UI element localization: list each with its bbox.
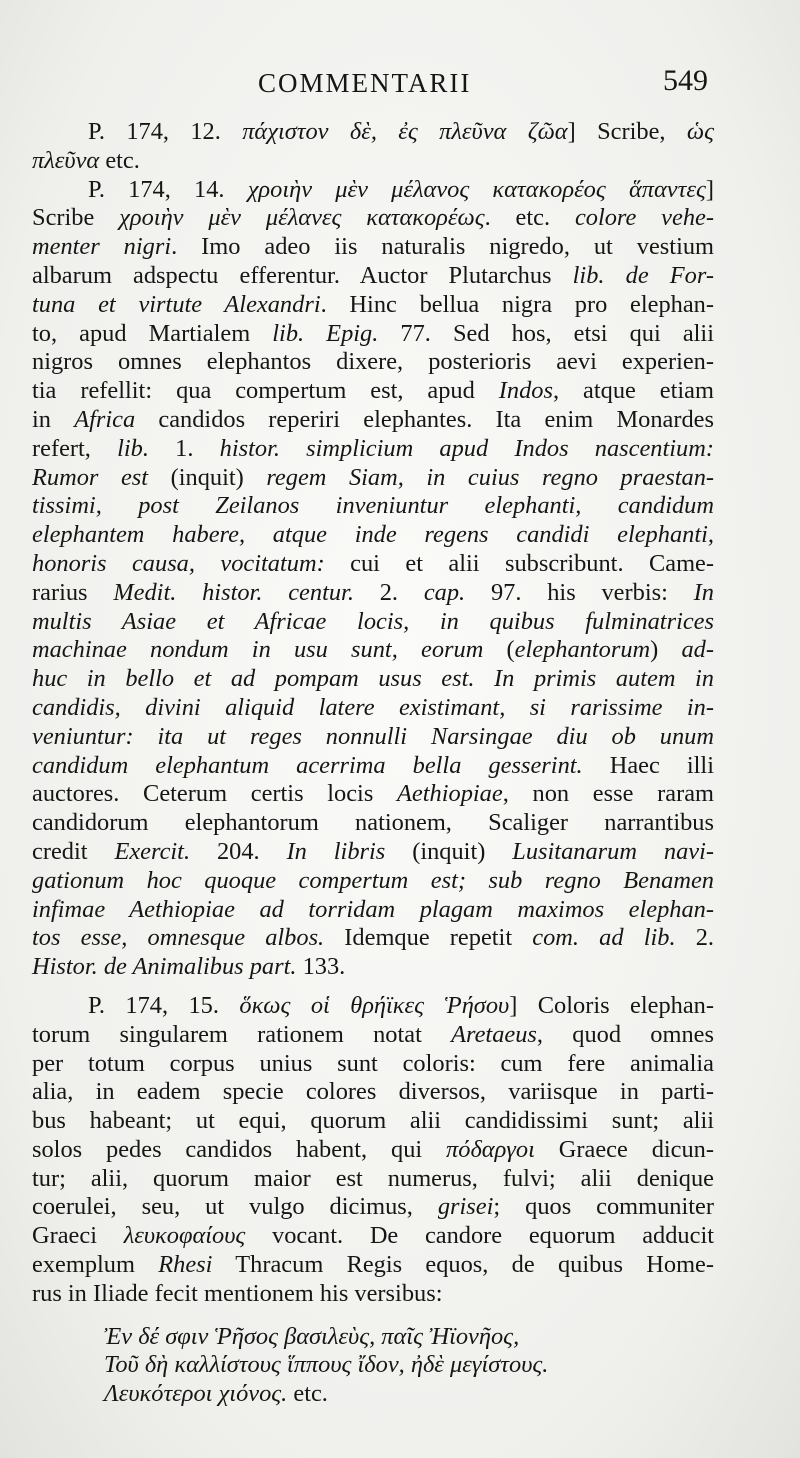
roman-text: cui et alii subscribunt. Came- [324, 549, 714, 577]
italic-text: histor. simplicium apud Indos nascentium: [219, 434, 714, 462]
italic-text: λευκοφαίους [123, 1222, 246, 1250]
italic-text: candidis, divini aliquid latere existimant, si rarissime in- [32, 693, 714, 721]
text-line [32, 809, 714, 838]
roman-text: in [32, 405, 75, 433]
text-line [32, 752, 714, 781]
text-line [32, 1078, 714, 1107]
italic-text: Histor. de Animalibus part. [32, 953, 297, 981]
roman-text: to, apud Martialem [32, 319, 273, 347]
roman-text: etc. [99, 146, 140, 174]
italic-text: Aethiopiae [397, 780, 503, 808]
roman-text: 97. his verbis: [465, 578, 694, 606]
italic-text: Rhesi [158, 1251, 213, 1279]
italic-text: Aretaeus [451, 1020, 537, 1048]
roman-text: ] [705, 175, 714, 203]
italic-text: In libris [286, 837, 386, 865]
italic-text: Lusitanarum navi- [512, 837, 714, 865]
roman-text: rarius [32, 578, 114, 606]
text-line [32, 406, 714, 435]
italic-text: tissimi, post Zeilanos inveniuntur elephanti, candidum [32, 492, 714, 520]
text-line [32, 953, 714, 982]
text-line [32, 377, 714, 406]
italic-text: colore vehe- [574, 204, 714, 232]
text-line [32, 723, 714, 752]
italic-text: χροιὴν μὲν μέλανος κατακορέος ἅπαντες [247, 175, 706, 203]
roman-text: ( [483, 636, 515, 664]
roman-text: P. 174, 14. [88, 175, 248, 203]
roman-text: tur; alii, quorum maior est numerus, fulvi; alii denique [32, 1164, 714, 1192]
text-line [32, 464, 714, 493]
text-line [32, 147, 714, 176]
italic-text: elephantem habere, atque inde regens candidi elephanti, [32, 521, 714, 549]
text-line [32, 492, 714, 521]
roman-text: (inquit) [385, 837, 513, 865]
italic-text: lib. Epig. [272, 319, 379, 347]
roman-text: albarum adspectu efferentur. Auctor Plutarchus [32, 261, 573, 289]
roman-text: tia refellit: qua compertum est, apud [32, 377, 499, 405]
roman-text: 2. [353, 578, 424, 606]
roman-text: Idemque repetit [324, 924, 533, 952]
roman-text: (inquit) [148, 463, 267, 491]
text-line [32, 608, 714, 637]
running-title: COMMENTARII [258, 68, 472, 98]
text-line [32, 1280, 714, 1309]
italic-text: gationum hoc quoque compertum est; sub regno Benamen [32, 866, 714, 894]
roman-text: vocant. De candore equorum adducit [245, 1222, 715, 1250]
italic-text: Africa [74, 405, 136, 433]
roman-text: ) [650, 636, 682, 664]
text-line [32, 435, 714, 464]
italic-text: πλεῦνα [32, 146, 100, 174]
roman-text: ] Scribe, [567, 118, 687, 145]
roman-text: per totum corpus unius sunt coloris: cum fere animalia [32, 1049, 714, 1077]
italic-text: ad- [681, 636, 714, 664]
roman-text: ; quos communiter [493, 1193, 715, 1221]
text-line [32, 262, 714, 291]
italic-text: χροιὴν μὲν μέλανες κατακορέως [119, 204, 485, 232]
roman-text: Graece dicun- [534, 1135, 715, 1163]
running-head [36, 62, 714, 102]
roman-text: , non esse raram [502, 780, 714, 808]
italic-text: honoris causa, vocitatum: [32, 549, 325, 577]
roman-text: candidorum elephantorum nationem, Scaliger narrantibus [32, 809, 714, 837]
text-line [32, 838, 714, 867]
italic-text: com. ad lib. [532, 924, 676, 952]
italic-text: πάχιστον δὲ, ἐς πλεῦνα ζῶα [242, 118, 568, 145]
italic-text: Indos [498, 377, 553, 405]
italic-text: candidum elephantum acerrima bella gesserint. [32, 751, 583, 779]
roman-text: Scribe [32, 204, 120, 232]
roman-text: auctores. Ceterum certis locis [32, 780, 398, 808]
italic-text: πόδαργοι [446, 1135, 535, 1163]
text-line [32, 118, 714, 147]
roman-text: coerulei, seu, ut vulgo dicimus, [32, 1193, 438, 1221]
text-line [32, 1251, 714, 1280]
italic-text: Rumor est [32, 463, 149, 491]
text-line [32, 1107, 714, 1136]
roman-text: , quod omnes [536, 1020, 714, 1048]
text-line [32, 867, 714, 896]
roman-text: , atque etiam [552, 377, 714, 405]
italic-text: Λευκότεροι χιόνος. [104, 1380, 288, 1408]
italic-text: multis Asiae et Africae locis, in quibus fulminatrices [32, 607, 714, 635]
roman-text: exemplum [32, 1251, 159, 1279]
text-line [32, 1021, 714, 1050]
roman-text: nigros omnes elephantos dixere, posterioris aevi experien- [32, 348, 714, 376]
roman-text: 77. Sed hos, etsi qui alii [378, 319, 714, 347]
text-line [32, 233, 714, 262]
italic-text: tos esse, omnesque albos. [32, 924, 325, 952]
roman-text: 133. [296, 953, 346, 981]
italic-text: Exercit. [114, 837, 191, 865]
italic-text: ὅκως οἱ θρήϊκες Ῥήσου [239, 991, 510, 1019]
text-line [32, 320, 714, 349]
italic-text: In [693, 578, 714, 606]
text-line [32, 1380, 714, 1409]
roman-text: . etc. [484, 204, 575, 232]
text-line [32, 1323, 714, 1352]
roman-text: candidos reperiri elephantes. Ita enim Monardes [135, 405, 714, 433]
roman-text: alia, in eadem specie colores diversos, variisque in parti- [32, 1078, 714, 1106]
text-line [32, 1165, 714, 1194]
italic-text: ὡς [686, 118, 714, 145]
text-line [32, 348, 714, 377]
roman-text: . Hinc bellua nigra pro elephan- [320, 290, 714, 318]
italic-text: menter nigri [32, 233, 172, 261]
text-line [32, 992, 714, 1021]
italic-text: regem Siam, in cuius regno praestan- [266, 463, 715, 491]
text-line [32, 521, 714, 550]
roman-text: etc. [287, 1380, 328, 1408]
text-line [32, 780, 714, 809]
text-line [32, 550, 714, 579]
text-line [32, 579, 714, 608]
roman-text: Graeci [32, 1222, 124, 1250]
italic-text: Ἐν δέ σφιν Ῥῆσος βασιλεὺς, παῖς Ἠϊονῆος, [104, 1322, 520, 1350]
italic-text: lib. [117, 434, 149, 462]
roman-text: bus habeant; ut equi, quorum alii candidissimi sunt; alii [32, 1107, 714, 1135]
roman-text: 2. [675, 924, 714, 952]
italic-text: machinae nondum in usu sunt, eorum [32, 636, 484, 664]
roman-text: P. 174, 12. [88, 118, 243, 145]
roman-text: refert, [32, 434, 118, 462]
roman-text: solos pedes candidos habent, qui [32, 1135, 447, 1163]
text-line [32, 1193, 714, 1222]
italic-text: huc in bello et ad pompam usus est. In primis autem in [32, 665, 714, 693]
text-line [32, 1136, 714, 1165]
roman-text: credit [32, 837, 115, 865]
roman-text: Haec illi [582, 751, 714, 779]
text-line [32, 636, 714, 665]
italic-text: lib. de For- [572, 261, 714, 289]
roman-text: Thracum Regis equos, de quibus Home- [212, 1251, 714, 1279]
text-line [32, 291, 714, 320]
text-line [32, 1222, 714, 1251]
text-line [32, 204, 714, 233]
text-line [32, 924, 714, 953]
commentary-text [32, 118, 714, 1409]
italic-text: Medit. histor. centur. [113, 578, 354, 606]
roman-text: 1. [148, 434, 220, 462]
roman-text: P. 174, 15. [88, 991, 240, 1019]
text-line [32, 176, 714, 205]
italic-text: cap. [423, 578, 466, 606]
roman-text: . Imo adeo iis naturalis nigredo, ut vestium [171, 233, 715, 261]
italic-text: Τοῦ δὴ καλλίστους ἵππους ἴδον, ἠδὲ μεγίστους. [104, 1351, 549, 1379]
italic-text: grisei [437, 1193, 494, 1221]
text-line [32, 1050, 714, 1079]
italic-text: elephantorum [514, 636, 651, 664]
text-line [32, 896, 714, 925]
roman-text: torum singularem rationem notat [32, 1020, 452, 1048]
roman-text: rus in Iliade fecit mentionem his versibus: [32, 1279, 443, 1307]
roman-text: 204. [190, 837, 287, 865]
page-number: 549 [663, 64, 708, 97]
italic-text: infimae Aethiopiae ad torridam plagam maximos elephan- [32, 895, 714, 923]
italic-text: veniuntur: ita ut reges nonnulli Narsingae diu ob unum [32, 722, 714, 750]
text-line [32, 665, 714, 694]
text-line [32, 1351, 714, 1380]
text-line [32, 694, 714, 723]
roman-text: ] Coloris elephan- [509, 991, 714, 1019]
italic-text: tuna et virtute Alexandri [32, 290, 321, 318]
